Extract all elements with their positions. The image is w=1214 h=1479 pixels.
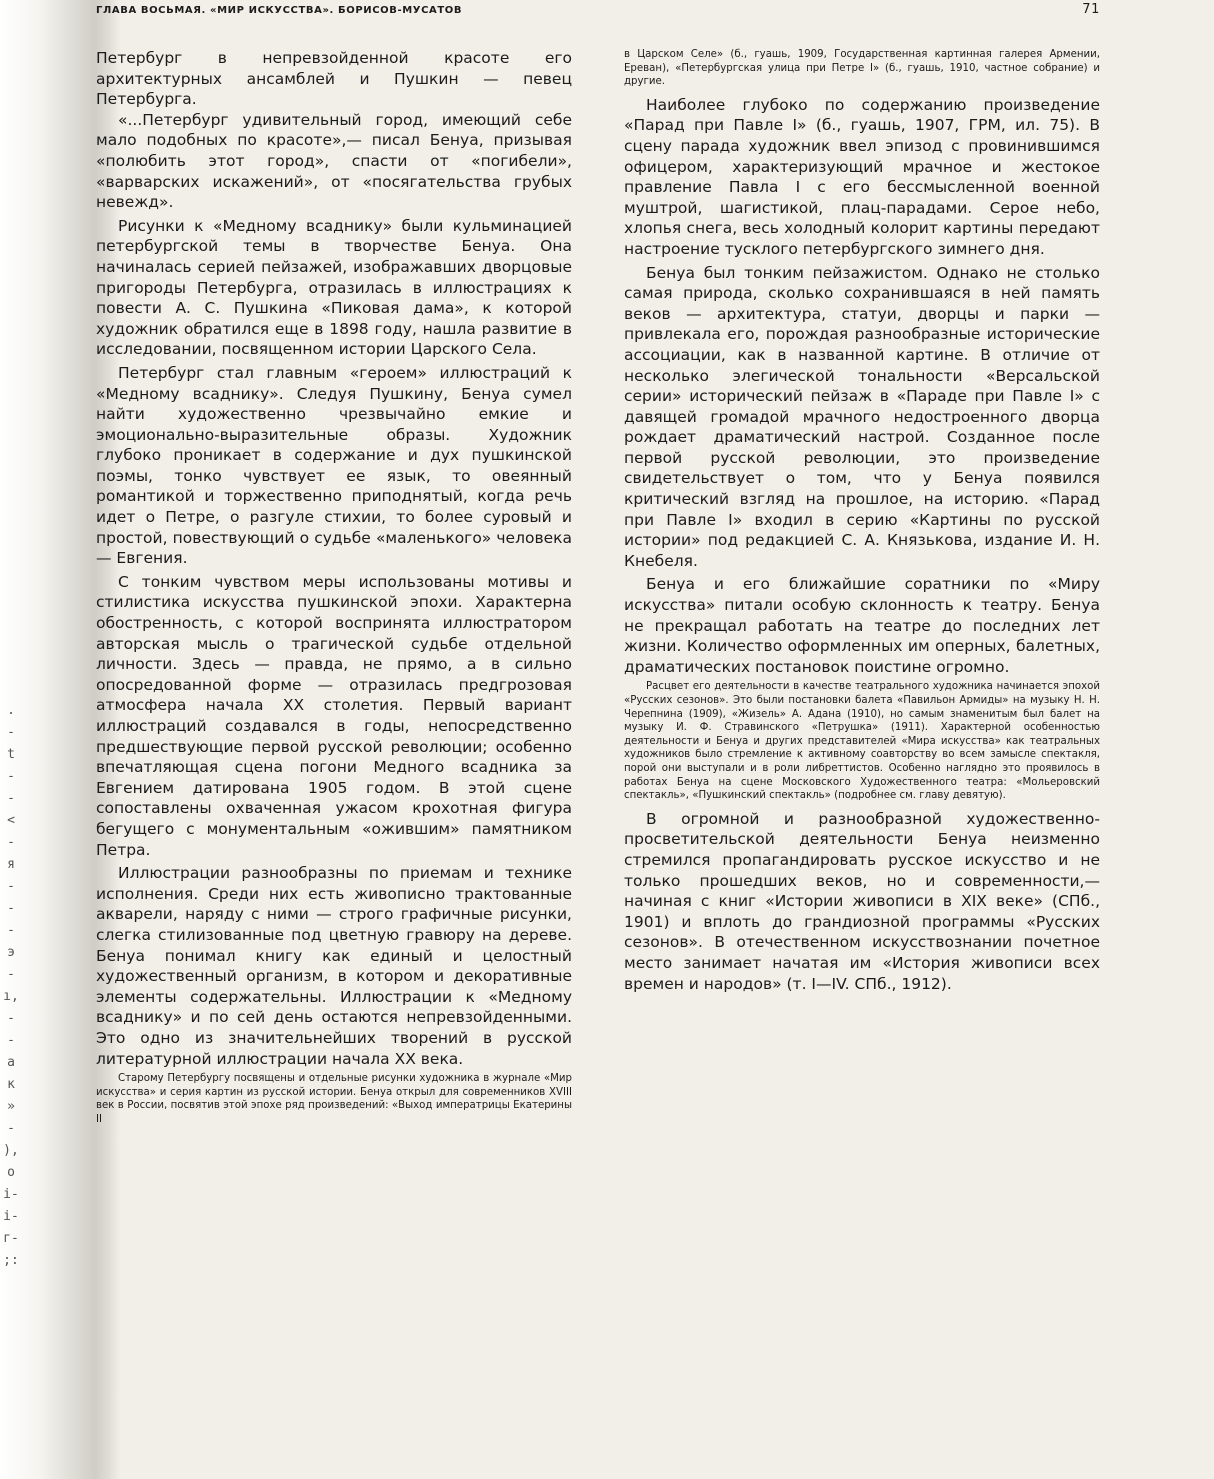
paragraph: Бенуа был тонким пейзажистом. Однако не столько самая природа, сколько сохранившаяся в ней память веков — архитектура, статуи, дворцы и парки — привлекала его, порождая разнообразные исторические ассоциации, как в названной картине. В отличие от несколько элегической тональности «Версальской серии» исторический пейзаж в «Параде при Павле I» с давящей громадой мрачного недостроенного дворца рождает драматический настрой. Созданное после первой русской революции, это произведение свидетельствует о том, что у Бенуа появился критический взгляд на прошлое, на историю. «Парад при Павле I» входил в серию «Картины по русской истории» под редакцией С. А. Князькова, издание И. Н. Кнебеля. — [624, 263, 1100, 570]
gutter-char: i- — [3, 1187, 19, 1202]
paragraph: Иллюстрации разнообразны по приемам и технике исполнения. Среди них есть живописно трактованные акварели, наряду с ними — строго графичные рисунки, слегка стилизованные под цветную гравюру на дереве. Бенуа понимал книгу как единый и целостный художественный организм, в котором и декоративные элементы содержательны. Иллюстрации к «Медному всаднику» и по сей день остаются непревзойденными. Это одно из значительнейших творений в русской литературной иллюстрации начала XX века. — [96, 864, 572, 1068]
gutter-char: г- — [3, 1231, 19, 1246]
gutter-char: - — [7, 1033, 15, 1048]
gutter-char: - — [7, 1121, 15, 1136]
gutter-char: » — [7, 1099, 15, 1114]
footnote: Расцвет его деятельности в качестве театрального художника начинается эпохой «Русских сезонов». Это были постановки балета «Павильон Армиды» на музыку Н. Н. Черепнина (1909), «Жизель» А. Адана (1910), но самым знаменитым был балет на музыку И. Ф. Стравинского «Петрушка» (1911). Характерной особенностью деятельности и Бенуа и других представителей «Мира искусства» как театральных художников было стремление к активному соавторству во всем замысле спектакля, порой они выступали и в роли либреттистов. Особенно наглядно это проявилось в работах Бенуа на сцене Московского Художественного театра: «Мольеровский спектакль», «Пушкинский спектакль» (подробнее см. главу девятую). — [624, 681, 1100, 802]
paragraph: С тонким чувством меры использованы мотивы и стилистика искусства пушкинской эпохи. Характерна обостренность, с которой воспринята иллюстратором авторская мысль о трагической судьбе отдельной личности. Здесь — правда, не прямо, а в сильно опосредованной форме — отразилась предгрозовая атмосфера начала XX столетия. Первый вариант иллюстраций создавался в годы, непосредственно предшествующие первой русской революции; особенно впечатляющая сцена погони Медного всадника за Евгением датирована 1905 годом. В этой сцене сопоставлены охваченная ужасом крохотная фигура бегущего с монументальным «ожившим» памятником Петра. — [96, 572, 572, 859]
right-column — [624, 48, 1100, 994]
running-header — [96, 2, 1100, 22]
gutter-char: - — [7, 967, 15, 982]
footnote-continuation: в Царском Селе» (б., гуашь, 1909, Государственная картинная галерея Армении, Ереван), «Петербургская улица при Петре I» (б., гуашь, 1910, частное собрание) и другие. — [624, 49, 1100, 88]
gutter-char: о — [7, 1165, 15, 1180]
facing-page-edge-text — [0, 700, 22, 1272]
gutter-char: - — [7, 879, 15, 894]
paragraph: Наиболее глубоко по содержанию произведение «Парад при Павле I» (б., гуашь, 1907, ГРМ, ил. 75). В сцену парада художник ввел эпизод с провинившимся офицером, характеризующий мрачное и жестокое правление Павла I с его бессмысленной военной муштрой, шагистикой, плац-парадами. Серое небо, хлопья снега, весь холодный колорит картины передают настроение тусклого петербургского зимнего дня. — [624, 95, 1100, 258]
gutter-char: . — [7, 703, 15, 718]
gutter-char: ), — [3, 1143, 19, 1158]
gutter-char: - — [7, 769, 15, 784]
left-column — [96, 48, 572, 1126]
paragraph: «...Петербург удивительный город, имеющий себе мало подобных по красоте»,— писал Бенуа, призывая «полюбить этот город», спасти от «погибели», «варварских искажений», от «посягательства грубых невежд». — [96, 110, 572, 212]
paragraph: Рисунки к «Медному всаднику» были кульминацией петербургской темы в творчестве Бенуа. Она начиналась серией пейзажей, изображавших дворцовые пригороды Петербурга, отразилась в иллюстрациях к повести А. С. Пушкина «Пиковая дама», к которой художник обратился еще в 1898 году, нашла развитие в исследовании, посвященном истории Царского Села. — [96, 216, 572, 359]
gutter-char: - — [7, 923, 15, 938]
paragraph: Петербург стал главным «героем» иллюстраций к «Медному всаднику». Следуя Пушкину, Бенуа сумел найти художественно чрезвычайно емкие и эмоционально-выразительные образы. Художник глубоко проникает в содержание и дух пушкинской поэмы, тонко чувствует ее язык, то овеянный романтикой и торжественно приподнятый, когда речь идет о Петре, о разгуле стихии, то более суровый и простой, повествующий о судьбе «маленького» человека — Евгения. — [96, 363, 572, 568]
gutter-char: к — [7, 1077, 15, 1092]
gutter-char: - — [7, 725, 15, 740]
gutter-char: э — [7, 945, 15, 960]
paragraph: Бенуа и его ближайшие соратники по «Миру искусства» питали особую склонность к театру. Бенуа не прекращал работать на театре до последних лет жизни. Количество оформленных им оперных, балетных, драматических постановок поистине огромно. — [624, 575, 1100, 676]
paragraph: В огромной и разнообразной художественно-просветительской деятельности Бенуа неизменно стремился пропагандировать русское искусство и не только прошедших веков, но и современности,— начиная с книг «Истории живописи в XIX веке» (СПб., 1901) и вплоть до грандиозной программы «Русских сезонов». В отечественном искусствознании почетное место занимает начатая им «История живописи всех времен и народов» (т. I—IV. СПб., 1912). — [624, 809, 1100, 993]
gutter-char: ı, — [3, 989, 19, 1004]
gutter-char: a — [7, 1055, 15, 1070]
footnote: Старому Петербургу посвящены и отдельные рисунки художника в журнале «Мир искусства» и серия картин из русской истории. Бенуа открыл для современников XVIII век в России, посвятив этой эпохе ряд произведений: «Выход императрицы Екатерины II — [96, 1073, 572, 1125]
gutter-char: я — [7, 857, 15, 872]
chapter-title: ГЛАВА ВОСЬМАЯ. «МИР ИСКУССТВА». БОРИСОВ-МУСАТОВ — [96, 5, 463, 16]
gutter-char: - — [7, 791, 15, 806]
paragraph: Петербург в непревзойденной красоте его архитектурных ансамблей и Пушкин — певец Петербурга. — [96, 49, 572, 109]
gutter-char: < — [7, 813, 15, 828]
gutter-char: t — [7, 747, 15, 762]
gutter-char: ;: — [3, 1253, 19, 1268]
gutter-char: - — [7, 1011, 15, 1026]
gutter-char: - — [7, 835, 15, 850]
page-number: 71 — [1082, 2, 1100, 17]
gutter-char: i- — [3, 1209, 19, 1224]
gutter-char: - — [7, 901, 15, 916]
